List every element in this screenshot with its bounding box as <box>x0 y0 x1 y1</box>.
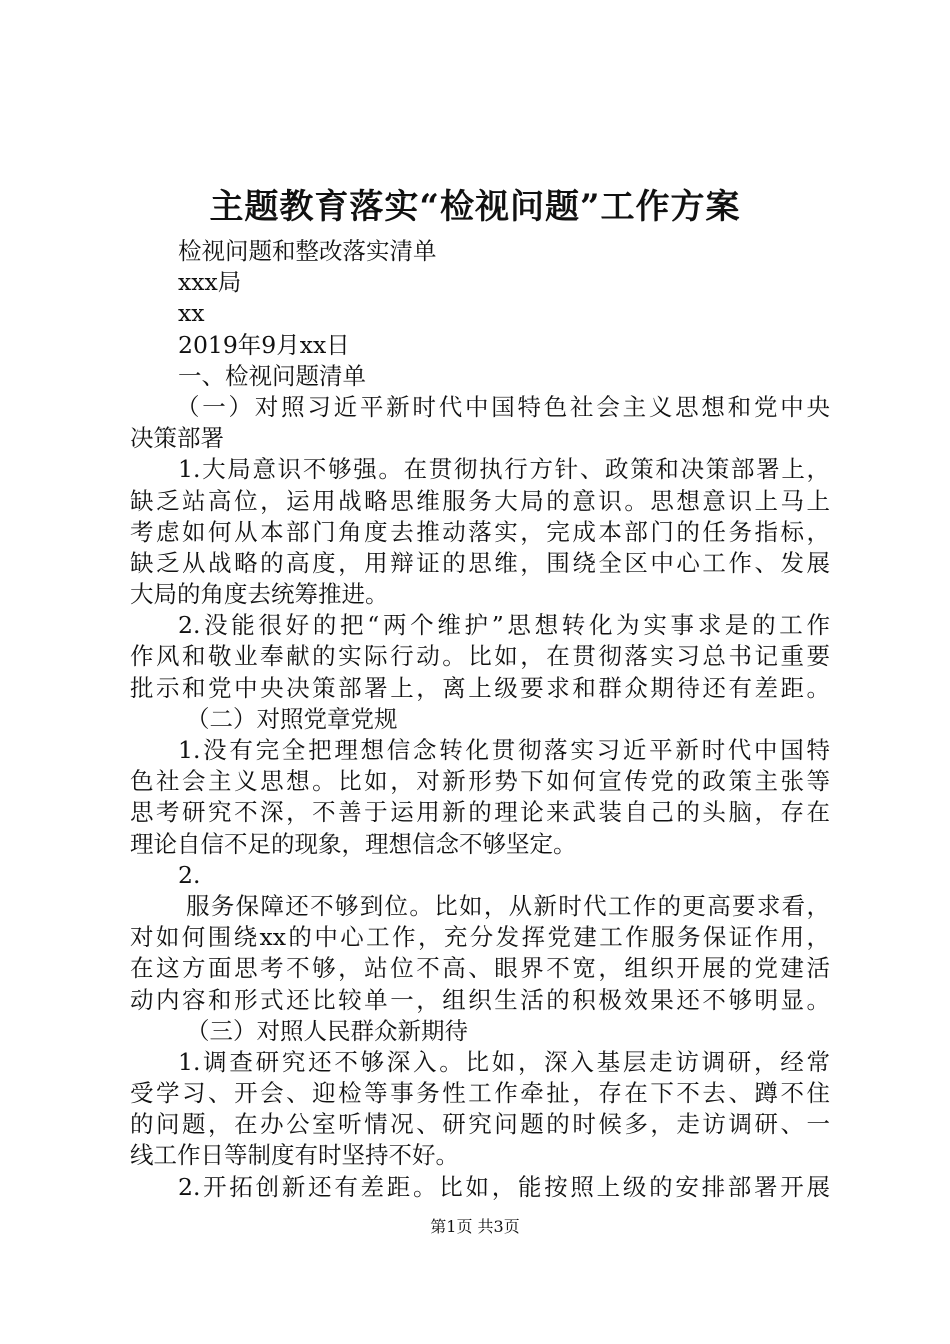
body-line: （三）对照人民群众新期待 <box>186 1016 468 1045</box>
body-line: 受学习、开会、迎检等事务性工作牵扯，存在下不去、蹲不住 <box>130 1079 830 1108</box>
body-line: 2. <box>178 860 201 889</box>
body-line: 缺乏从战略的高度，用辩证的思维，围绕全区中心工作、发展 <box>130 548 830 577</box>
body-line: 色社会主义思想。比如，对新形势下如何宣传党的政策主张等 <box>130 767 830 796</box>
body-line: 一、检视问题清单 <box>178 361 366 390</box>
body-line: 决策部署 <box>130 424 224 453</box>
body-line: 服务保障还不够到位。比如，从新时代工作的更高要求看， <box>186 891 830 920</box>
body-line: 理论自信不足的现象，理想信念不够坚定。 <box>130 829 577 858</box>
body-line: 考虑如何从本部门角度去推动落实，完成本部门的任务指标， <box>130 517 830 546</box>
body-line: 1.大局意识不够强。在贯彻执行方针、政策和决策部署上， <box>178 455 830 484</box>
body-line: xx <box>178 299 205 328</box>
body-line: 批示和党中央决策部署上，离上级要求和群众期待还有差距。 <box>130 673 830 702</box>
body-line: 1.没有完全把理想信念转化贯彻落实习近平新时代中国特 <box>178 736 830 764</box>
body-line: 缺乏站高位，运用战略思维服务大局的意识。思想意识上马上 <box>130 486 830 515</box>
body-line: 动内容和形式还比较单一，组织生活的积极效果还不够明显。 <box>130 985 830 1014</box>
document-title: 主题教育落实“检视问题”工作方案 <box>209 187 741 227</box>
body-line: xxx局 <box>178 268 242 297</box>
body-line: 2.没能很好的把“两个维护”思想转化为实事求是的工作 <box>178 611 830 640</box>
body-line: 1.调查研究还不够深入。比如，深入基层走访调研，经常 <box>178 1047 830 1076</box>
page-footer: 第1页 共3页 <box>430 1217 520 1236</box>
body-line: 在这方面思考不够，站位不高、眼界不宽，组织开展的党建活 <box>130 954 830 983</box>
body-line: 作风和敬业奉献的实际行动。比如，在贯彻落实习总书记重要 <box>130 642 830 671</box>
body-line: 检视问题和整改落实清单 <box>178 237 437 265</box>
body-line: （一）对照习近平新时代中国特色社会主义思想和党中央 <box>176 392 830 421</box>
body-line: 大局的角度去统筹推进。 <box>130 580 389 609</box>
body-line: 2019年9月xx日 <box>178 330 350 359</box>
body-line: 对如何围绕xx的中心工作，充分发挥党建工作服务保证作用， <box>130 923 830 952</box>
body-line: 线工作日等制度有时坚持不好。 <box>130 1141 459 1170</box>
body-line: 的问题，在办公室听情况、研究问题的时候多，走访调研、一 <box>130 1110 830 1139</box>
body-line: 2.开拓创新还有差距。比如，能按照上级的安排部署开展 <box>178 1172 830 1201</box>
body-line: 思考研究不深，不善于运用新的理论来武装自己的头脑，存在 <box>130 798 830 827</box>
body-line: （二）对照党章党规 <box>186 704 398 733</box>
document-body <box>130 236 830 1203</box>
